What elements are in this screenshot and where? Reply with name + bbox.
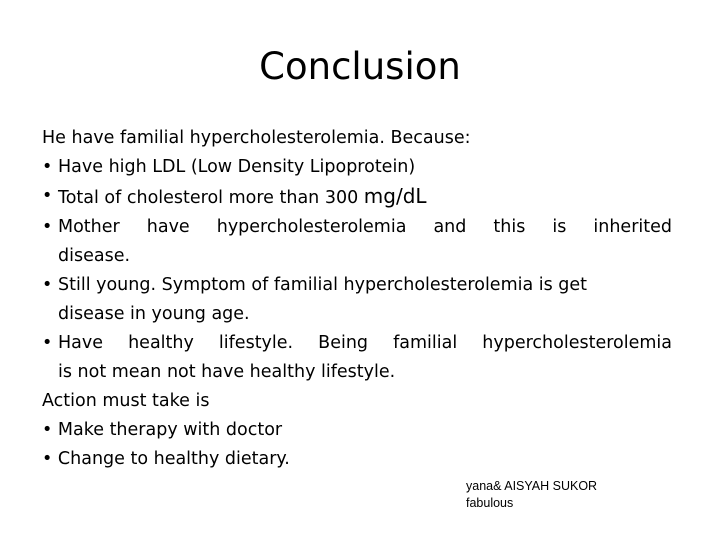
action-item-therapy	[42, 416, 672, 445]
bullet-item-ldl	[42, 153, 672, 182]
bullet-item-young	[42, 271, 672, 329]
bullet-text-line1: Have healthy lifestyle. Being familial hypercholesterolemia	[58, 333, 672, 353]
bullet-item-mother	[42, 213, 672, 271]
action-heading: Action must take is	[42, 391, 210, 411]
cholesterol-unit: mg/dL	[363, 184, 427, 208]
bullet-text-line2: is not mean not have healthy lifestyle.	[58, 362, 396, 382]
bullet-dot-icon: •	[42, 186, 53, 206]
bullet-item-lifestyle	[42, 329, 672, 387]
bullet-text-line2: disease in young age.	[58, 304, 250, 324]
bullet-text-line2: disease.	[58, 246, 131, 266]
bullet-text: Total of cholesterol more than 300	[58, 188, 364, 208]
bullet-dot-icon: •	[42, 420, 53, 440]
bullet-dot-icon: •	[42, 157, 53, 177]
slide-body	[42, 124, 672, 474]
bullet-dot-icon: •	[42, 275, 53, 295]
bullet-text-line1: Still young. Symptom of familial hypercholesterolemia is get	[58, 275, 588, 295]
action-text: Make therapy with doctor	[57, 420, 283, 440]
intro-text: He have familial hypercholesterolemia. Because:	[42, 128, 471, 148]
bullet-dot-icon: •	[42, 449, 53, 469]
action-text: Change to healthy dietary.	[57, 449, 290, 469]
slide-footer	[466, 478, 597, 512]
footer-tagline: fabulous	[466, 496, 514, 510]
action-item-dietary	[42, 445, 672, 474]
bullet-item-cholesterol	[42, 182, 672, 213]
footer-authors: yana& AISYAH SUKOR	[466, 479, 598, 493]
bullet-text: Have high LDL (Low Density Lipoprotein)	[58, 157, 416, 177]
bullet-dot-icon: •	[42, 217, 53, 237]
bullet-text-line1: Mother have hypercholesterolemia and this is inherited	[58, 217, 672, 237]
slide-title: Conclusion	[259, 45, 461, 88]
bullet-dot-icon: •	[42, 333, 53, 353]
